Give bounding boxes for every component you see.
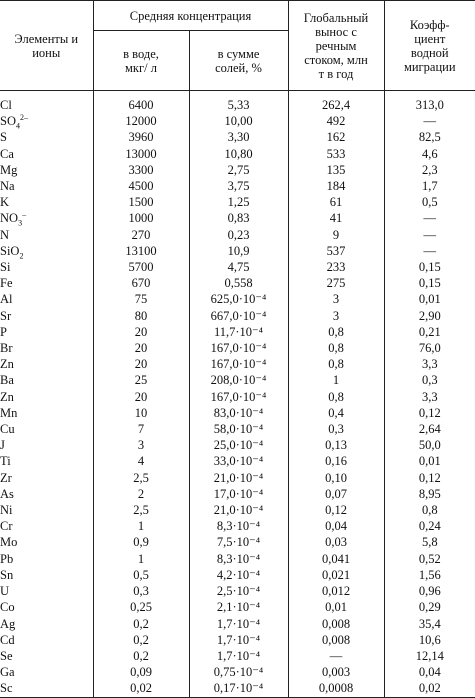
cell-water: 4 (93, 453, 189, 469)
cell-runoff: — (288, 648, 384, 664)
element-symbol: Ca (0, 147, 14, 161)
cell-runoff: 533 (288, 146, 384, 162)
cell-runoff: 275 (288, 275, 384, 291)
cell-runoff: 0,4 (288, 405, 384, 421)
cell-runoff: 492 (288, 113, 384, 129)
table-row (0, 502, 475, 518)
cell-runoff: 0,12 (288, 502, 384, 518)
cell-element (0, 567, 93, 583)
cell-element (0, 437, 93, 453)
element-symbol: Ti (0, 454, 11, 468)
cell-element (0, 146, 93, 162)
table-row (0, 372, 475, 388)
cell-coef: 0,02 (384, 680, 475, 697)
cell-element (0, 470, 93, 486)
cell-runoff: 0,13 (288, 437, 384, 453)
cell-element (0, 113, 93, 129)
cell-element (0, 194, 93, 210)
cell-water: 20 (93, 389, 189, 405)
element-symbol: Si (0, 260, 10, 274)
element-symbol: P (0, 325, 7, 339)
cell-runoff: 0,8 (288, 324, 384, 340)
cell-coef: 0,29 (384, 599, 475, 615)
cell-runoff: 0,003 (288, 664, 384, 680)
cell-element (0, 227, 93, 243)
cell-salts: 625,0·10⁻⁴ (189, 291, 288, 307)
cell-salts: 2,1·10⁻⁴ (189, 599, 288, 615)
cell-runoff: 61 (288, 194, 384, 210)
table-row (0, 567, 475, 583)
cell-runoff: 0,03 (288, 534, 384, 550)
cell-runoff: 0,8 (288, 340, 384, 356)
element-symbol: Co (0, 600, 15, 614)
cell-salts: 4,2·10⁻⁴ (189, 567, 288, 583)
cell-runoff: 162 (288, 129, 384, 145)
cell-coef: 50,0 (384, 437, 475, 453)
cell-coef: 1,7 (384, 178, 475, 194)
element-symbol: NO (0, 211, 18, 225)
cell-coef: — (384, 113, 475, 129)
header-migration-coef-text: Коэфф-циент водной миграции (385, 18, 475, 74)
element-symbol: Al (0, 292, 13, 306)
cell-coef: 2,90 (384, 308, 475, 324)
table-row (0, 178, 475, 194)
cell-coef: 0,12 (384, 470, 475, 486)
cell-runoff: 0,012 (288, 583, 384, 599)
element-subscript: 3 (18, 219, 22, 228)
header-in-salts-text: в сумме солей, % (190, 47, 288, 75)
cell-water: 1000 (93, 210, 189, 226)
cell-runoff: 3 (288, 308, 384, 324)
cell-salts: 2,75 (189, 162, 288, 178)
cell-salts: 1,25 (189, 194, 288, 210)
header-global-runoff-text: Глобальный вынос с речным стоком, млн т в год (289, 11, 384, 81)
cell-coef: 0,96 (384, 583, 475, 599)
cell-salts: 17,0·10⁻⁴ (189, 486, 288, 502)
cell-salts: 33,0·10⁻⁴ (189, 453, 288, 469)
cell-salts: 1,7·10⁻⁴ (189, 632, 288, 648)
cell-salts: 4,75 (189, 259, 288, 275)
cell-salts: 3,30 (189, 129, 288, 145)
cell-water: 25 (93, 372, 189, 388)
cell-runoff: 0,04 (288, 518, 384, 534)
cell-salts: 167,0·10⁻⁴ (189, 356, 288, 372)
table-row (0, 340, 475, 356)
table-row (0, 227, 475, 243)
element-subscript: 4 (16, 122, 20, 131)
header-in-water-text: в воде, мкг/ л (94, 47, 189, 75)
table-row (0, 356, 475, 372)
element-symbol: SO (0, 114, 16, 128)
table-row (0, 194, 475, 210)
cell-element (0, 551, 93, 567)
cell-element (0, 664, 93, 680)
element-symbol: J (0, 438, 5, 452)
cell-element (0, 534, 93, 550)
table-row (0, 146, 475, 162)
cell-coef: 3,3 (384, 356, 475, 372)
cell-runoff: 0,07 (288, 486, 384, 502)
cell-water: 270 (93, 227, 189, 243)
cell-coef: 0,3 (384, 372, 475, 388)
cell-coef: 82,5 (384, 129, 475, 145)
header-in-water (93, 31, 189, 91)
table-row (0, 486, 475, 502)
cell-coef: 0,52 (384, 551, 475, 567)
element-symbol: SiO (0, 244, 19, 258)
table-row (0, 534, 475, 550)
cell-coef: 2,3 (384, 162, 475, 178)
cell-water: 10 (93, 405, 189, 421)
cell-coef: 5,8 (384, 534, 475, 550)
element-symbol: Cl (0, 98, 12, 112)
cell-salts: 208,0·10⁻⁴ (189, 372, 288, 388)
cell-coef: 2,64 (384, 421, 475, 437)
element-symbol: Mn (0, 406, 17, 420)
cell-water: 3 (93, 437, 189, 453)
cell-element (0, 162, 93, 178)
element-symbol: Br (0, 341, 13, 355)
element-symbol: Cr (0, 519, 13, 533)
element-symbol: Fe (0, 276, 13, 290)
cell-water: 13000 (93, 146, 189, 162)
cell-element (0, 356, 93, 372)
cell-runoff: 3 (288, 291, 384, 307)
cell-salts: 10,00 (189, 113, 288, 129)
cell-element (0, 502, 93, 518)
cell-coef: 8,95 (384, 486, 475, 502)
table-row (0, 243, 475, 259)
cell-element (0, 372, 93, 388)
table-row (0, 518, 475, 534)
table-row (0, 664, 475, 680)
cell-salts: 0,23 (189, 227, 288, 243)
cell-water: 0,2 (93, 632, 189, 648)
cell-coef: 35,4 (384, 616, 475, 632)
element-symbol: Ba (0, 373, 14, 387)
cell-runoff: 0,10 (288, 470, 384, 486)
cell-coef: 0,01 (384, 291, 475, 307)
cell-coef: 0,5 (384, 194, 475, 210)
cell-salts: 8,3·10⁻⁴ (189, 551, 288, 567)
cell-water: 1500 (93, 194, 189, 210)
cell-water: 0,5 (93, 567, 189, 583)
cell-salts: 10,80 (189, 146, 288, 162)
element-symbol: Ga (0, 665, 15, 679)
table-row (0, 308, 475, 324)
cell-salts: 0,75·10⁻⁴ (189, 664, 288, 680)
cell-salts: 11,7·10⁻⁴ (189, 324, 288, 340)
cell-element (0, 680, 93, 697)
cell-runoff: 0,01 (288, 599, 384, 615)
cell-water: 4500 (93, 178, 189, 194)
cell-water: 2 (93, 486, 189, 502)
cell-element (0, 275, 93, 291)
cell-runoff: 1 (288, 372, 384, 388)
cell-coef: 12,14 (384, 648, 475, 664)
table-row (0, 97, 475, 113)
cell-water: 1 (93, 518, 189, 534)
cell-coef: 0,8 (384, 502, 475, 518)
cell-coef: 1,56 (384, 567, 475, 583)
cell-runoff: 262,4 (288, 97, 384, 113)
cell-runoff: 9 (288, 227, 384, 243)
cell-coef: 313,0 (384, 97, 475, 113)
table-row (0, 453, 475, 469)
element-symbol: Cu (0, 422, 15, 436)
cell-runoff: 0,008 (288, 632, 384, 648)
element-symbol: Zn (0, 357, 14, 371)
table-row (0, 551, 475, 567)
cell-runoff: 0,16 (288, 453, 384, 469)
cell-salts: 7,5·10⁻⁴ (189, 534, 288, 550)
element-symbol: Sc (0, 681, 13, 695)
table-row (0, 210, 475, 226)
cell-water: 0,02 (93, 680, 189, 697)
cell-water: 3300 (93, 162, 189, 178)
table-row (0, 405, 475, 421)
cell-salts: 0,83 (189, 210, 288, 226)
cell-runoff: 537 (288, 243, 384, 259)
element-superscript: 2– (20, 113, 28, 122)
cell-water: 6400 (93, 97, 189, 113)
cell-runoff: 135 (288, 162, 384, 178)
table-row (0, 389, 475, 405)
element-symbol: U (0, 584, 9, 598)
cell-salts: 10,9 (189, 243, 288, 259)
table-row (0, 324, 475, 340)
cell-coef: 0,21 (384, 324, 475, 340)
cell-coef: 0,01 (384, 453, 475, 469)
header-avg-concentration (93, 1, 288, 31)
table-row (0, 680, 475, 697)
cell-coef: 10,6 (384, 632, 475, 648)
cell-salts: 667,0·10⁻⁴ (189, 308, 288, 324)
table-row (0, 162, 475, 178)
table-row (0, 599, 475, 615)
element-symbol: K (0, 195, 9, 209)
cell-salts: 167,0·10⁻⁴ (189, 389, 288, 405)
cell-coef: 0,24 (384, 518, 475, 534)
cell-water: 13100 (93, 243, 189, 259)
cell-water: 1 (93, 551, 189, 567)
cell-coef: 0,04 (384, 664, 475, 680)
table-row (0, 437, 475, 453)
cell-element (0, 97, 93, 113)
cell-salts: 83,0·10⁻⁴ (189, 405, 288, 421)
cell-salts: 21,0·10⁻⁴ (189, 502, 288, 518)
element-symbol: Sn (0, 568, 13, 582)
cell-salts: 3,75 (189, 178, 288, 194)
element-superscript: – (22, 210, 26, 219)
cell-salts: 1,7·10⁻⁴ (189, 616, 288, 632)
header-elements (0, 1, 93, 91)
table-row (0, 583, 475, 599)
cell-element (0, 486, 93, 502)
cell-water: 20 (93, 324, 189, 340)
cell-runoff: 233 (288, 259, 384, 275)
cell-salts: 0,558 (189, 275, 288, 291)
cell-element (0, 324, 93, 340)
cell-element (0, 243, 93, 259)
element-symbol: Zn (0, 390, 14, 404)
cell-runoff: 0,8 (288, 356, 384, 372)
cell-element (0, 291, 93, 307)
table-body (0, 91, 475, 698)
table-row (0, 421, 475, 437)
cell-water: 0,2 (93, 616, 189, 632)
cell-salts: 2,5·10⁻⁴ (189, 583, 288, 599)
cell-water: 2,5 (93, 502, 189, 518)
cell-water: 20 (93, 356, 189, 372)
cell-runoff: 41 (288, 210, 384, 226)
cell-coef: 0,15 (384, 275, 475, 291)
table-row (0, 259, 475, 275)
element-symbol: Mg (0, 163, 17, 177)
cell-water: 0,09 (93, 664, 189, 680)
cell-water: 0,25 (93, 599, 189, 615)
cell-coef: 4,6 (384, 146, 475, 162)
cell-water: 0,9 (93, 534, 189, 550)
cell-salts: 0,17·10⁻⁴ (189, 680, 288, 697)
cell-element (0, 389, 93, 405)
cell-element (0, 599, 93, 615)
cell-element (0, 259, 93, 275)
cell-element (0, 340, 93, 356)
element-symbol: Na (0, 179, 15, 193)
element-symbol: Ni (0, 503, 13, 517)
cell-element (0, 421, 93, 437)
cell-element (0, 405, 93, 421)
cell-element (0, 308, 93, 324)
cell-coef: 76,0 (384, 340, 475, 356)
table-row (0, 616, 475, 632)
element-symbol: N (0, 228, 9, 242)
cell-salts: 5,33 (189, 97, 288, 113)
cell-water: 670 (93, 275, 189, 291)
element-symbol: S (0, 130, 7, 144)
table-row (0, 129, 475, 145)
table-row (0, 648, 475, 664)
cell-coef: 3,3 (384, 389, 475, 405)
cell-water: 75 (93, 291, 189, 307)
header-in-salts (189, 31, 288, 91)
cell-element (0, 210, 93, 226)
cell-water: 7 (93, 421, 189, 437)
table-row (0, 113, 475, 129)
cell-runoff: 0,041 (288, 551, 384, 567)
cell-element (0, 632, 93, 648)
header-migration-coef (384, 1, 475, 91)
header-global-runoff (288, 1, 384, 91)
element-symbol: Cd (0, 633, 15, 647)
element-symbol: Se (0, 649, 13, 663)
table-row (0, 470, 475, 486)
cell-runoff: 0,008 (288, 616, 384, 632)
cell-runoff: 0,021 (288, 567, 384, 583)
element-symbol: Ag (0, 617, 15, 631)
cell-water: 80 (93, 308, 189, 324)
cell-salts: 8,3·10⁻⁴ (189, 518, 288, 534)
cell-element (0, 178, 93, 194)
cell-element (0, 583, 93, 599)
element-symbol: Zr (0, 471, 12, 485)
cell-coef: — (384, 243, 475, 259)
cell-salts: 1,7·10⁻⁴ (189, 648, 288, 664)
cell-runoff: 0,3 (288, 421, 384, 437)
element-subscript: 2 (19, 251, 23, 260)
cell-element (0, 616, 93, 632)
cell-element (0, 453, 93, 469)
element-symbol: Mo (0, 535, 17, 549)
element-symbol: Pb (0, 552, 13, 566)
cell-coef: — (384, 227, 475, 243)
cell-water: 0,3 (93, 583, 189, 599)
cell-runoff: 0,8 (288, 389, 384, 405)
cell-coef: 0,15 (384, 259, 475, 275)
header-elements-text: Элементы и ионы (0, 32, 93, 60)
table-row (0, 291, 475, 307)
cell-coef: 0,12 (384, 405, 475, 421)
element-symbol: As (0, 487, 14, 501)
cell-element (0, 518, 93, 534)
cell-coef: — (384, 210, 475, 226)
cell-salts: 21,0·10⁻⁴ (189, 470, 288, 486)
cell-salts: 167,0·10⁻⁴ (189, 340, 288, 356)
table-row (0, 275, 475, 291)
cell-water: 2,5 (93, 470, 189, 486)
cell-water: 0,2 (93, 648, 189, 664)
cell-element (0, 648, 93, 664)
cell-water: 20 (93, 340, 189, 356)
header-avg-concentration-text: Средняя концентрация (130, 9, 252, 23)
table-row (0, 632, 475, 648)
cell-element (0, 129, 93, 145)
cell-salts: 58,0·10⁻⁴ (189, 421, 288, 437)
cell-runoff: 184 (288, 178, 384, 194)
cell-salts: 25,0·10⁻⁴ (189, 437, 288, 453)
cell-water: 5700 (93, 259, 189, 275)
cell-water: 3960 (93, 129, 189, 145)
cell-water: 12000 (93, 113, 189, 129)
element-symbol: Sr (0, 309, 11, 323)
cell-runoff: 0,0008 (288, 680, 384, 697)
